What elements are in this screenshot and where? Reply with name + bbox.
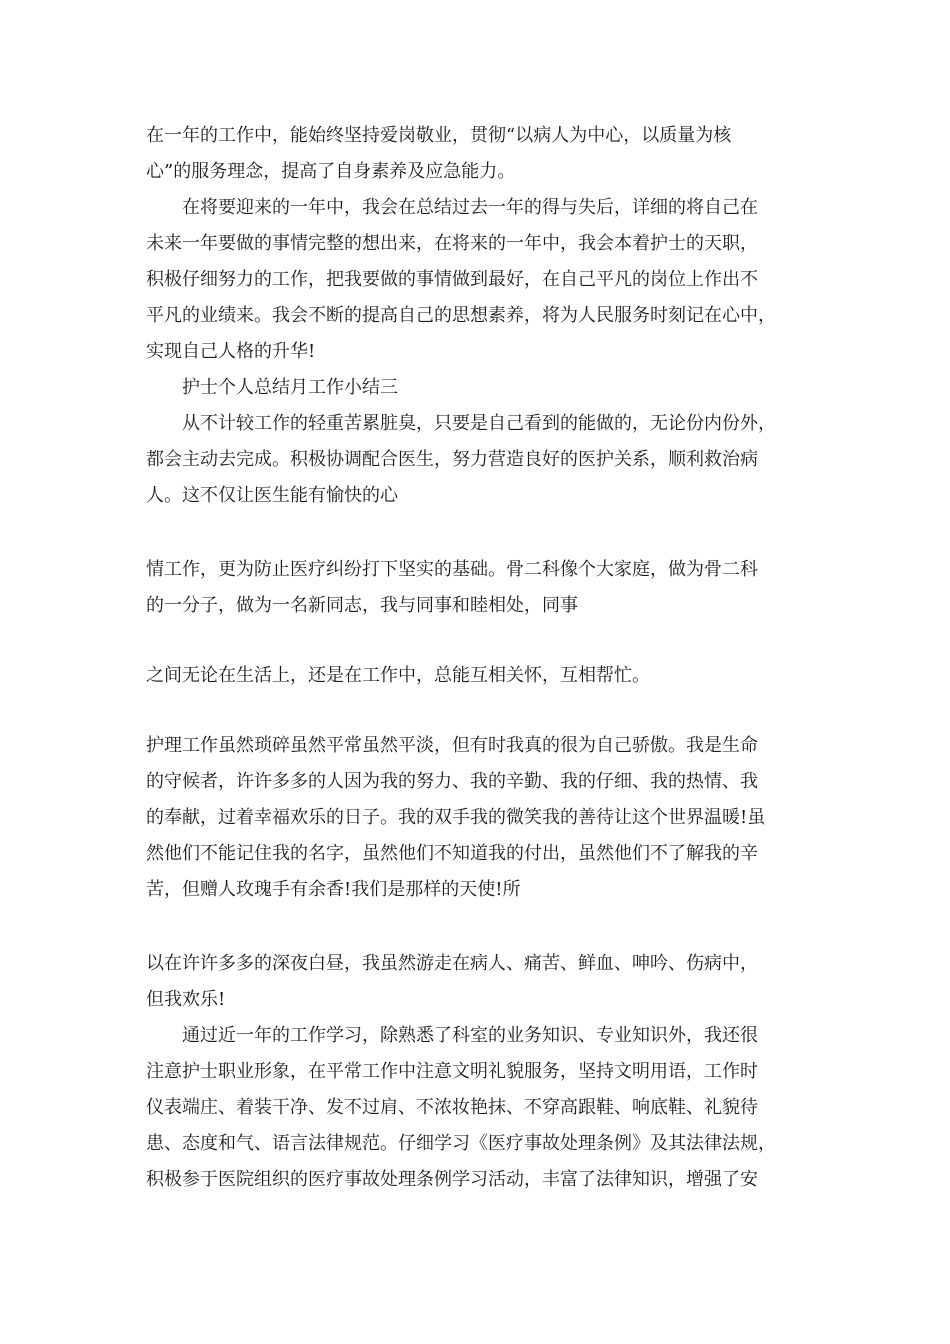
text-line: 的一分子，做为一名新同志，我与同事和睦相处，同事 (146, 595, 578, 616)
text-line: 心”的服务理念，提高了自身素养及应急能力。 (146, 161, 516, 182)
text-line: 患、态度和气、语言法律规范。仔细学习《医疗事故处理条例》及其法律法规， (146, 1133, 776, 1154)
text-line: 但我欢乐! (146, 989, 226, 1010)
paragraph-block-1 (146, 118, 808, 514)
text-line: 仪表端庄、着装干净、发不过肩、不浓妆艳抹、不穿高跟鞋、响底鞋、礼貌待 (146, 1097, 758, 1118)
text-line: 积极仔细努力的工作，把我要做的事情做到最好，在自己平凡的岗位上作出不 (146, 269, 758, 290)
text-line: 以在许许多多的深夜白昼，我虽然游走在病人、痛苦、鲜血、呻吟、伤病中， (146, 953, 758, 974)
text-line: 都会主动去完成。积极协调配合医生，努力营造良好的医护关系，顺利救治病 (146, 449, 758, 470)
text-line: 护理工作虽然琐碎虽然平常虽然平淡，但有时我真的很为自己骄傲。我是生命 (146, 735, 758, 756)
text-line: 积极参于医院组织的医疗事故处理条例学习活动，丰富了法律知识，增强了安 (146, 1169, 758, 1190)
section-heading: 护士个人总结月工作小结三 (182, 377, 398, 398)
text-line: 人。这不仅让医生能有愉快的心 (146, 485, 398, 506)
text-line: 从不计较工作的轻重苦累脏臭，只要是自己看到的能做的，无论份内份外， (182, 413, 776, 434)
text-line: 平凡的业绩来。我会不断的提高自己的思想素养，将为人民服务时刻记在心中， (146, 305, 776, 326)
text-line: 未来一年要做的事情完整的想出来，在将来的一年中，我会本着护士的天职， (146, 233, 758, 254)
paragraph-block-2 (146, 552, 808, 624)
paragraph-block-5 (146, 946, 808, 1198)
text-line: 苦，但赠人玫瑰手有余香!我们是那样的天使!所 (146, 879, 521, 900)
text-line: 通过近一年的工作学习，除熟悉了科室的业务知识、专业知识外，我还很 (182, 1025, 758, 1046)
text-line: 之间无论在生活上，还是在工作中，总能互相关怀，互相帮忙。 (146, 665, 650, 686)
text-line: 实现自己人格的升华! (146, 341, 316, 362)
text-line: 情工作，更为防止医疗纠纷打下坚实的基础。骨二科像个大家庭，做为骨二科 (146, 559, 758, 580)
text-line: 的守候者，许许多多的人因为我的努力、我的辛勤、我的仔细、我的热情、我 (146, 771, 758, 792)
paragraph-block-4 (146, 728, 808, 908)
text-line: 在将要迎来的一年中，我会在总结过去一年的得与失后，详细的将自己在 (182, 197, 758, 218)
text-line: 的奉献，过着幸福欢乐的日子。我的双手我的微笑我的善待让这个世界温暖!虽 (146, 807, 766, 828)
text-line: 在一年的工作中，能始终坚持爱岗敬业，贯彻“以病人为中心，以质量为核 (146, 125, 732, 146)
text-line: 注意护士职业形象，在平常工作中注意文明礼貌服务，坚持文明用语，工作时 (146, 1061, 758, 1082)
paragraph-block-3 (146, 658, 808, 694)
text-line: 然他们不能记住我的名字，虽然他们不知道我的付出，虽然他们不了解我的辛 (146, 843, 758, 864)
